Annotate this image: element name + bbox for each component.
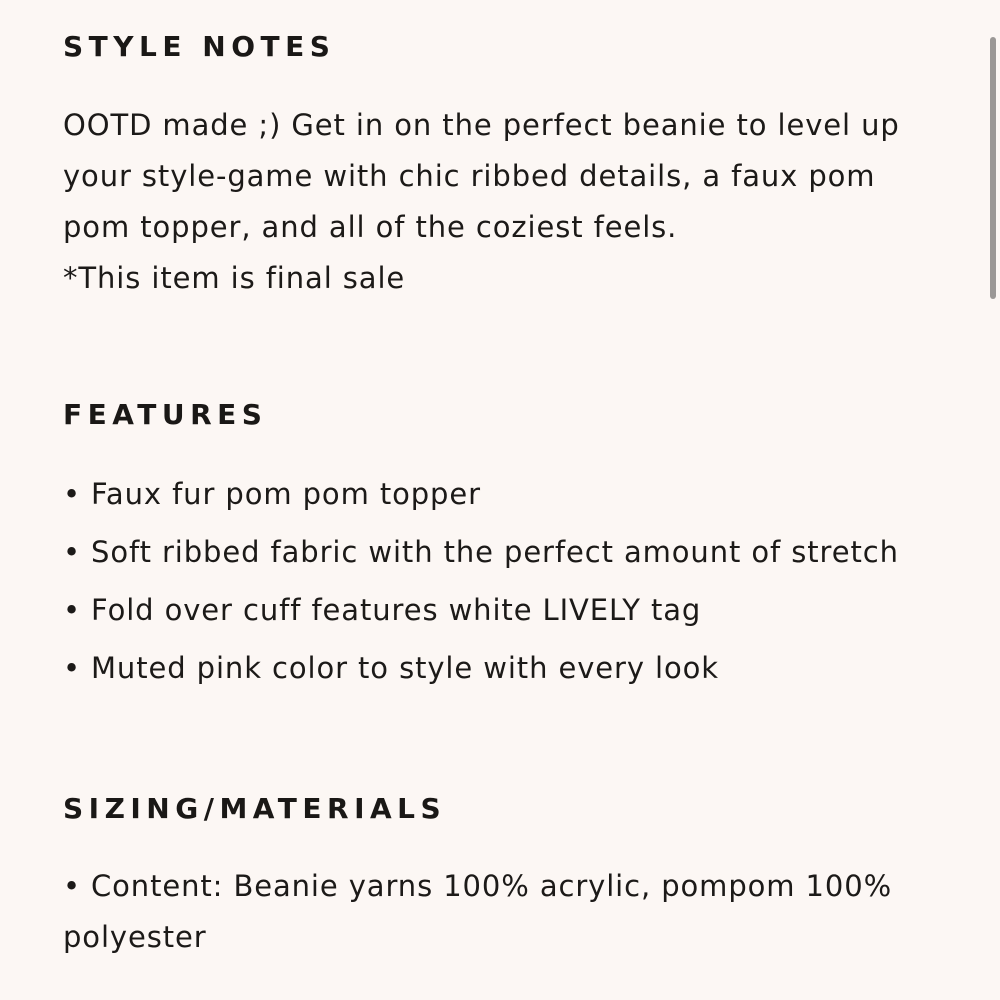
bullet-icon: •: [63, 651, 82, 685]
features-heading: FEATURES: [63, 398, 268, 431]
vertical-scrollbar[interactable]: [986, 0, 1000, 1000]
style-notes-line: pom topper, and all of the coziest feels.: [63, 210, 678, 244]
style-notes-text: [63, 100, 900, 304]
feature-item: [63, 523, 899, 581]
feature-item: [63, 465, 899, 523]
sizing-materials-heading: SIZING/MATERIALS: [63, 792, 447, 825]
bullet-icon: •: [63, 869, 82, 903]
style-notes-line: your style-game with chic ribbed details, a faux pom: [63, 159, 876, 193]
features-list: [63, 465, 899, 697]
feature-text: Soft ribbed fabric with the perfect amount of stretch: [91, 535, 899, 569]
feature-item: [63, 581, 899, 639]
feature-text: Fold over cuff features white LIVELY tag: [91, 593, 702, 627]
materials-content-line: [63, 861, 892, 912]
materials-content-item: [63, 861, 892, 963]
final-sale-note: *This item is final sale: [63, 261, 406, 295]
bullet-icon: •: [63, 535, 82, 569]
feature-text: Muted pink color to style with every look: [91, 651, 719, 685]
feature-text: Faux fur pom pom topper: [91, 477, 481, 511]
style-notes-line: OOTD made ;) Get in on the perfect beanie to level up: [63, 108, 900, 142]
bullet-icon: •: [63, 593, 82, 627]
scrollbar-thumb[interactable]: [990, 37, 996, 299]
materials-content-line: polyester: [63, 920, 207, 954]
feature-item: [63, 639, 899, 697]
materials-content-text: Content: Beanie yarns 100% acrylic, pompom 100%: [91, 869, 893, 903]
bullet-icon: •: [63, 477, 82, 511]
style-notes-heading: STYLE NOTES: [63, 30, 336, 63]
